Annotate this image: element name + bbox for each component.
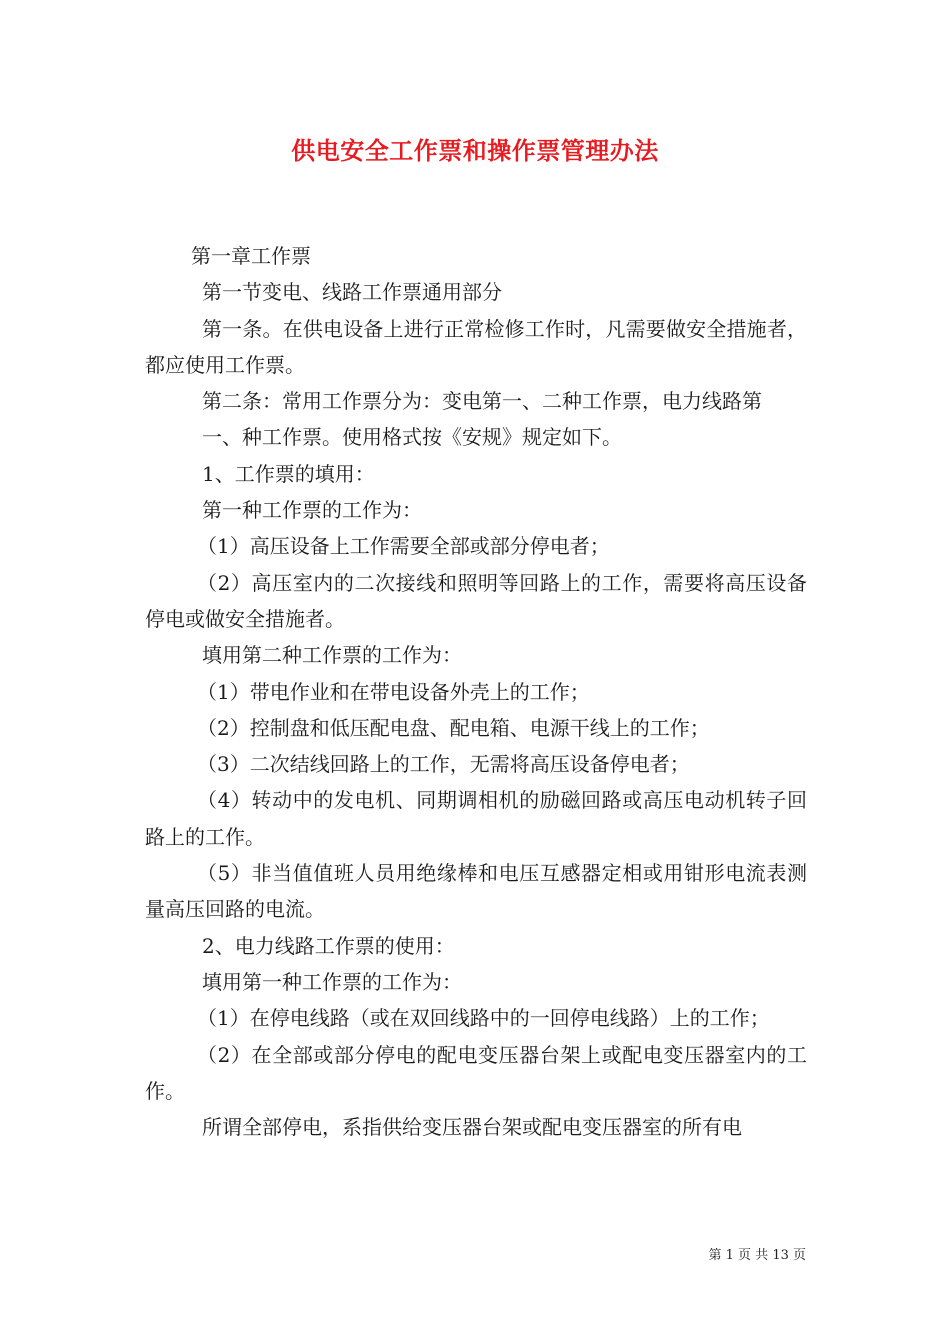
paragraph: （2）控制盘和低压配电盘、配电箱、电源干线上的工作； [197, 715, 710, 740]
paragraph: 第一章工作票 [191, 244, 311, 268]
paragraph: （1）在停电线路（或在双回线路中的一回停电线路）上的工作； [197, 1006, 770, 1031]
paragraph: 1、工作票的填用： [202, 461, 375, 486]
page-number: 第 1 页 共 13 页 [708, 1248, 806, 1263]
paragraph: 填用第一种工作票的工作为： [202, 969, 462, 994]
paragraph: （1）带电作业和在带电设备外壳上的工作； [197, 679, 590, 704]
paragraph: （2）高压室内的二次接线和照明等回路上的工作，需要将高压设备停电或做安全措施者。 [145, 570, 807, 631]
paragraph: （5）非当值值班人员用绝缘棒和电压互感器定相或用钳形电流表测量高压回路的电流。 [145, 861, 807, 922]
paragraph: （2）在全部或部分停电的配电变压器台架上或配电变压器室内的工作。 [145, 1042, 807, 1103]
document-body [145, 238, 807, 1145]
document-title: 供电安全工作票和操作票管理办法 [291, 136, 659, 165]
paragraph: （4）转动中的发电机、同期调相机的励磁回路或高压电动机转子回路上的工作。 [145, 788, 807, 849]
paragraph: 第二条：常用工作票分为：变电第一、二种工作票，电力线路第 [202, 389, 762, 414]
paragraph: 第一条。在供电设备上进行正常检修工作时，凡需要做安全措施者，都应使用工作票。 [145, 316, 807, 377]
paragraph: （3）二次结线回路上的工作，无需将高压设备停电者； [197, 752, 690, 777]
paragraph: 第一种工作票的工作为： [202, 498, 422, 523]
paragraph: 一、种工作票。使用格式按《安规》规定如下。 [202, 425, 622, 450]
paragraph: 所谓全部停电，系指供给变压器台架或配电变压器室的所有电 [202, 1115, 742, 1140]
paragraph: 2、电力线路工作票的使用： [202, 933, 455, 958]
paragraph: 第一节变电、线路工作票通用部分 [202, 280, 502, 305]
paragraph: 填用第二种工作票的工作为： [202, 643, 462, 668]
paragraph: （1）高压设备上工作需要全部或部分停电者； [197, 534, 610, 559]
